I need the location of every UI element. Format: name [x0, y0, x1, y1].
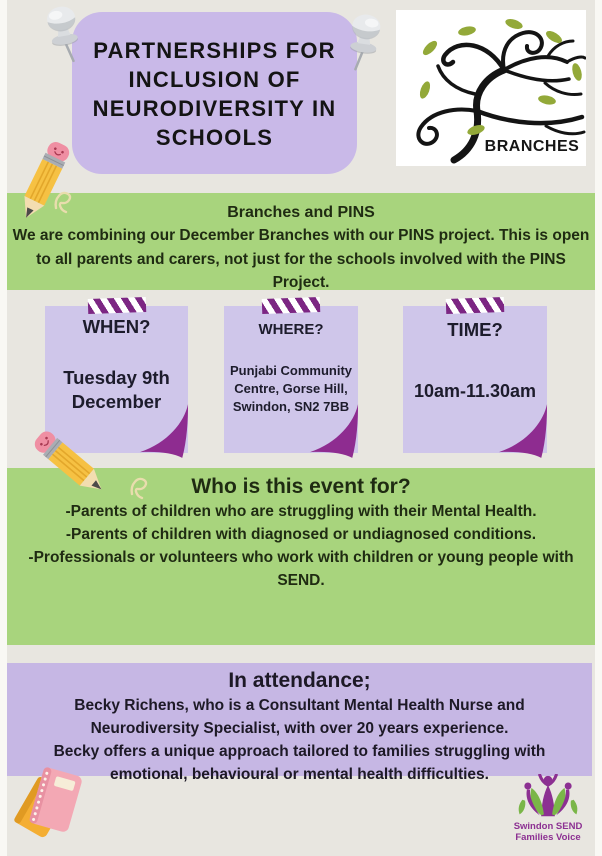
note-time [403, 306, 547, 453]
branches-logo-label: BRANCHES [484, 138, 580, 155]
pushpin-icon [31, 0, 97, 70]
note-where-body: Punjabi Community Centre, Gorse Hill, Swindon, SN2 7BB [229, 363, 353, 414]
title-line: SCHOOLS [155, 125, 274, 151]
page-curl-icon [139, 403, 189, 459]
washi-tape-icon [262, 297, 320, 314]
note-time-heading: TIME? [447, 319, 503, 340]
page-edge-left [0, 0, 7, 856]
intro-body: We are combining our December Branches with our PINS project. This is open to all parents and carers, not just for the schools involved with the PINS Project. [12, 227, 590, 291]
note-when-heading: WHEN? [82, 316, 151, 337]
ssfv-logo-icon [515, 774, 581, 820]
washi-tape-icon [446, 297, 504, 314]
title-line: NEURODIVERSITY IN [92, 96, 337, 122]
audience-item: -Parents of children who are struggling with their Mental Health. [65, 503, 537, 521]
title-line: INCLUSION OF [128, 67, 301, 93]
pushpin-icon [332, 8, 396, 77]
branches-logo-card [396, 10, 586, 166]
washi-tape-icon [87, 297, 145, 314]
intro-banner [7, 193, 595, 290]
squiggle-doodle [126, 474, 156, 502]
attendance-section [7, 663, 592, 784]
title-line: PARTNERSHIPS FOR [93, 38, 336, 63]
audience-item: -Parents of children with diagnosed or undiagnosed conditions. [65, 526, 537, 544]
intro-heading: Branches and PINS [227, 204, 375, 221]
page-curl-icon [309, 403, 359, 459]
page-edge-right [595, 0, 602, 856]
notebooks-icon [12, 766, 86, 850]
note-when [45, 306, 188, 453]
note-time-body: 10am-11.30am [413, 381, 537, 401]
note-where-heading: WHERE? [258, 321, 324, 338]
squiggle-doodle [52, 188, 78, 216]
note-when-body: Tuesday 9th December [63, 367, 170, 413]
audience-item: -Professionals or volunteers who work with children or young people with SEND. [28, 548, 574, 589]
note-where [224, 306, 358, 453]
ssfv-logo-line1: Swindon SEND [513, 821, 583, 832]
swindon-send-logo [506, 774, 590, 846]
ssfv-logo-text [506, 821, 590, 843]
attendance-paragraph: Becky Richens, who is a Consultant Mental Health Nurse and Neurodiversity Specialist, with over 20 years experience. [74, 697, 525, 738]
attendance-heading: In attendance; [228, 669, 371, 692]
attendance-paragraph: Becky offers a unique approach tailored to families struggling with emotional, behavioural or mental health difficulties. [53, 743, 546, 784]
ssfv-logo-line2: Families Voice [515, 832, 581, 844]
audience-heading: Who is this event for? [191, 475, 411, 498]
title-card [72, 12, 357, 174]
page-curl-icon [498, 403, 548, 459]
